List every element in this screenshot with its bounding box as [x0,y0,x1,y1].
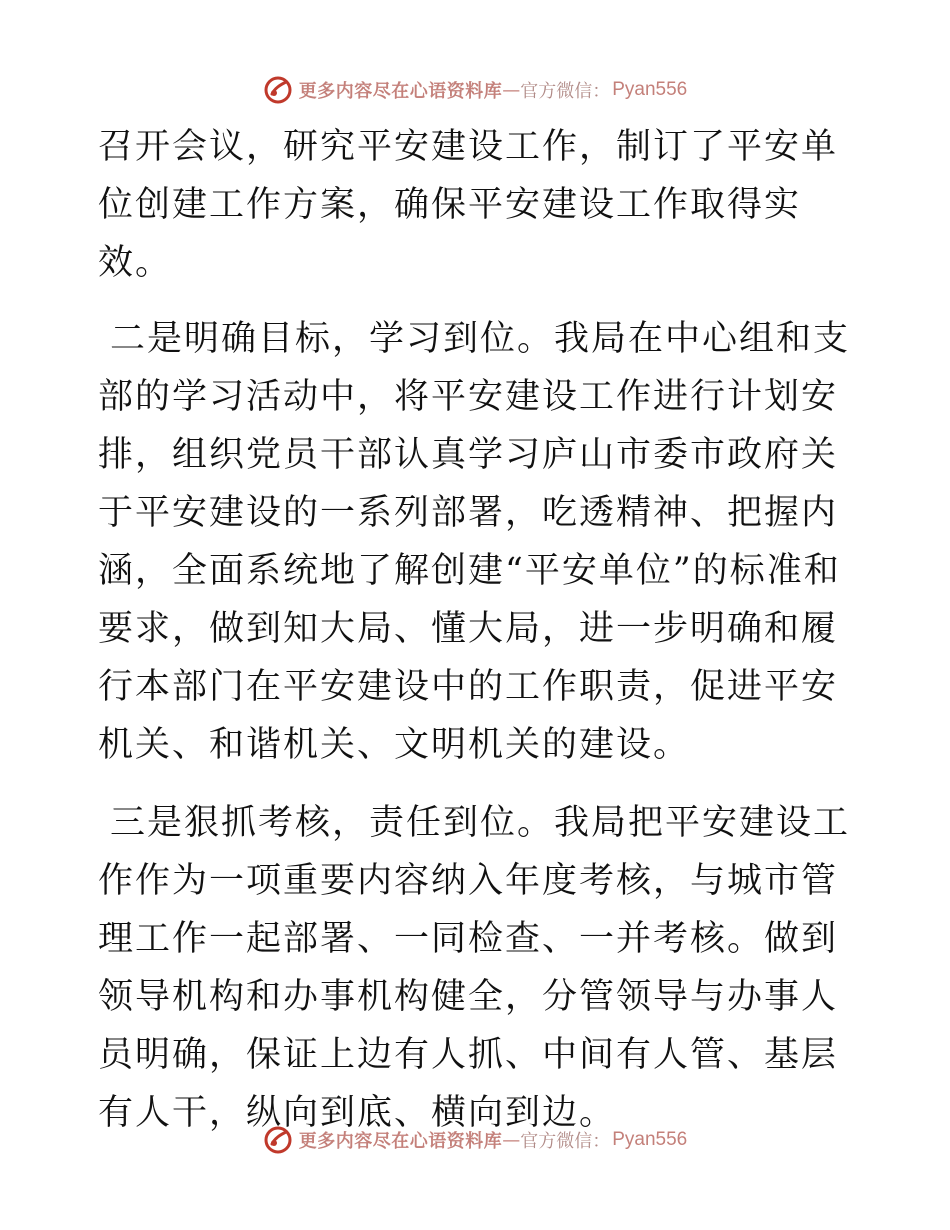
banner-wechat-id: Pyan556 [612,79,688,100]
document-body [98,118,858,1162]
banner-separator: — [502,79,521,101]
paragraph-3-text: 三是狠抓考核，责任到位。我局把平安建设工作作为一项重要内容纳入年度考核，与城市管理工作一起部署、一同检查、一并考核。做到领导机构和办事机构健全，分管领导与办事人员明确，保证上边有人抓、中间有人管、基层有人干，纵向到底、横向到边。 [98,803,851,1133]
banner-text: 更多内容尽在心语资料库 [298,1131,503,1152]
paragraph-2-text: 二是明确目标，学习到位。我局在中心组和支部的学习活动中，将平安建设工作进行计划安排，组织党员干部认真学习庐山市委市政府关于平安建设的一系列部署，吃透精神、把握内涵，全面系统地了解创建“平安单位”的标准和要求，做到知大局、懂大局，进一步明确和履行本部门在平安建设中的工作职责，促进平安机关、和谐机关、文明机关的建设。 [98,319,851,765]
paragraph-3 [98,794,858,1142]
paragraph-2 [98,310,858,774]
footer-watermark-banner [0,1120,950,1160]
brush-logo-icon [263,1125,293,1155]
banner-text: 更多内容尽在心语资料库 [298,81,503,102]
paragraph-1: 召开会议，研究平安建设工作，制订了平安单位创建工作方案，确保平安建设工作取得实效。 [98,127,839,283]
banner-wechat-id: Pyan556 [612,1129,688,1150]
header-watermark-banner [0,70,950,110]
banner-separator: — [502,1129,521,1151]
brush-logo-icon [263,75,293,105]
banner-wechat-label: 官方微信： [520,1131,611,1152]
banner-wechat-label: 官方微信： [520,81,611,102]
